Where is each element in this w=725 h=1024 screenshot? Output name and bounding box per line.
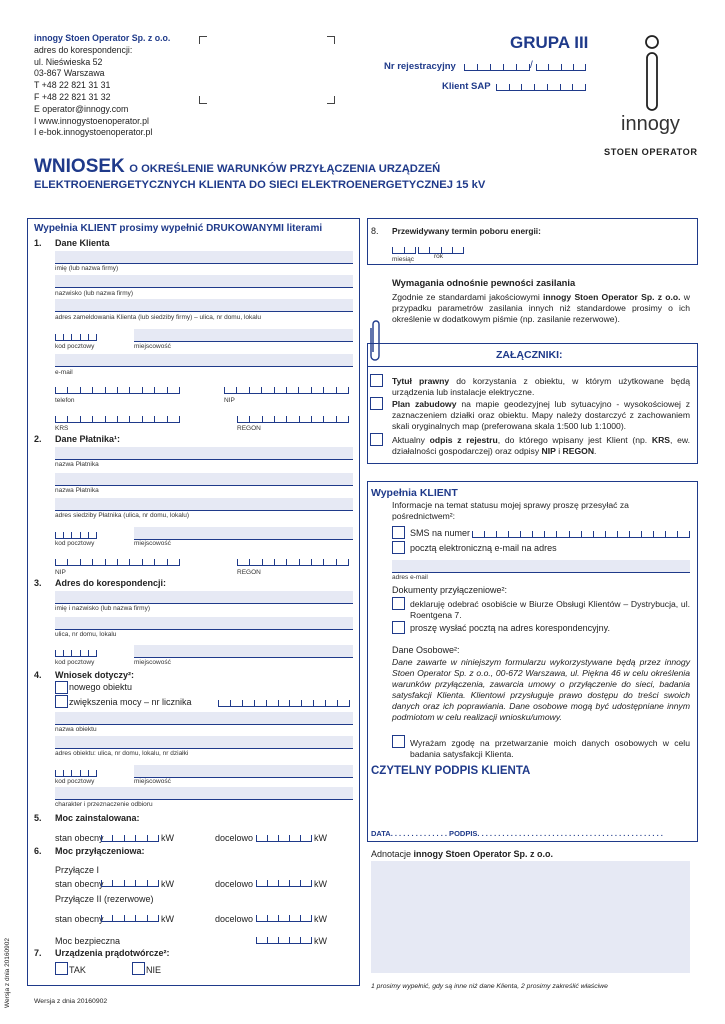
title-rest-1: O OKREŚLENIE WARUNKÓW PRZYŁĄCZENIA URZĄDZEŃ bbox=[129, 163, 441, 175]
hint: imię i nazwisko (lub nazwa firmy) bbox=[55, 605, 150, 612]
p2-label: Przyłącze II (rezerwowe) bbox=[55, 894, 154, 904]
s4-num: 4. bbox=[34, 670, 42, 680]
hint: nazwa Płatnika bbox=[55, 461, 99, 468]
s1-num: 1. bbox=[34, 238, 42, 248]
unit: kW bbox=[161, 833, 174, 843]
reliability-text-a: Zgodnie ze standardami jakościowymi bbox=[392, 292, 544, 302]
month-field[interactable] bbox=[392, 244, 416, 254]
a3-and: i bbox=[555, 446, 563, 456]
hint: e-mail bbox=[55, 369, 73, 376]
s6-current-label-2: stan obecny bbox=[55, 914, 104, 924]
date-signature-line: DATA. . . . . . . . . . . . . . PODPIS. . . . . . . . . . . . . . . . . . . . . . . . . . . . . . . . . . . . . . . . . . . . . bbox=[371, 829, 663, 838]
s6-current-label: stan obecny bbox=[55, 879, 104, 889]
logo-word: innogy bbox=[621, 113, 680, 135]
payer-regon-field[interactable] bbox=[237, 556, 349, 566]
hint: nazwa obiektu bbox=[55, 726, 97, 733]
innogy-logo-icon bbox=[640, 33, 664, 113]
a3-text: , do którego wpisany jest Klient (np. bbox=[497, 435, 652, 445]
s4-title: Wniosek dotyczy²: bbox=[55, 670, 135, 680]
operator-name: innogy Stoen Operator Sp. z o.o. bbox=[34, 33, 171, 43]
s5-target-label: docelowo bbox=[215, 833, 254, 843]
sms-number-field[interactable] bbox=[472, 528, 690, 538]
a3-post: , ew. działalności gospodarczej) oraz odpisy bbox=[392, 435, 690, 456]
divider bbox=[55, 629, 353, 630]
meter-number-field[interactable] bbox=[218, 697, 350, 707]
unit: kW bbox=[314, 936, 327, 946]
client-title: Wypełnia KLIENT bbox=[371, 487, 458, 499]
hint: adres siedziby Płatnika (ulica, nr domu, lokalu) bbox=[55, 512, 190, 519]
object-address-input[interactable] bbox=[55, 736, 353, 748]
s2-title: Dane Płatnika¹: bbox=[55, 434, 121, 444]
operator-line: 03-867 Warszawa bbox=[34, 68, 105, 79]
object-name-input[interactable] bbox=[55, 712, 353, 724]
divider bbox=[55, 799, 353, 800]
object-city-input[interactable] bbox=[134, 765, 353, 777]
nip-field[interactable] bbox=[224, 384, 349, 394]
payer-address-input[interactable] bbox=[55, 498, 353, 510]
divider bbox=[55, 724, 353, 725]
title-line-2: ELEKTROENERGETYCZNYCH KLIENTA DO SIECI ELEKTROENERGETYCZNEJ 15 kV bbox=[34, 179, 486, 191]
hint: nazwisko (lub nazwa firmy) bbox=[55, 290, 134, 297]
a3-pre: Aktualny bbox=[392, 435, 430, 445]
a3-nip: NIP bbox=[541, 446, 556, 456]
email-input[interactable] bbox=[55, 354, 353, 366]
operator-line: I www.innogystoenoperator.pl bbox=[34, 115, 149, 126]
s8-title: Przewidywany termin poboru energii: bbox=[392, 226, 541, 236]
consent-checkbox[interactable] bbox=[392, 735, 405, 748]
a1-bold: Tytuł prawny bbox=[392, 376, 450, 386]
docs-mail-checkbox[interactable] bbox=[392, 621, 405, 634]
consent-text: Wyrażam zgodę na przetwarzanie moich danych osobowych w celu badania satysfakcji Klienta. bbox=[410, 738, 690, 759]
operator-line: adres do korespondencji: bbox=[34, 44, 133, 55]
reg-number-field[interactable] bbox=[464, 61, 530, 71]
unit: kW bbox=[314, 879, 327, 889]
divider bbox=[55, 485, 353, 486]
title-line-1 bbox=[34, 156, 440, 178]
hint: charakter i przeznaczenie odbioru bbox=[55, 801, 153, 808]
operator-line: F +48 22 821 31 32 bbox=[34, 91, 111, 102]
s7-title: Urządzenia prądotwórcze²: bbox=[55, 948, 170, 958]
notify-email-input[interactable] bbox=[392, 560, 690, 572]
corr-name-input[interactable] bbox=[55, 591, 353, 603]
payer-postal-field[interactable] bbox=[55, 529, 97, 539]
annotations-area[interactable] bbox=[371, 861, 690, 973]
payer-name-input-2[interactable] bbox=[55, 473, 353, 485]
hint: miejscowość bbox=[134, 540, 171, 547]
s2-num: 2. bbox=[34, 434, 42, 444]
personal-title: Dane Osobowe²: bbox=[392, 645, 460, 655]
footnote: 1 prosimy wypełnić, gdy są inne niż dane Klienta, 2 prosimy zakreślić właściwe bbox=[371, 983, 608, 990]
attachment-2-checkbox[interactable] bbox=[370, 397, 383, 410]
postal-code-field[interactable] bbox=[55, 331, 97, 341]
divider bbox=[392, 572, 690, 573]
signature-title: CZYTELNY PODPIS KLIENTA bbox=[371, 765, 531, 777]
payer-name-input[interactable] bbox=[55, 447, 353, 459]
a2-bold: Plan zabudowy bbox=[392, 399, 457, 409]
attachment-3-text bbox=[392, 435, 690, 457]
purpose-input[interactable] bbox=[55, 787, 353, 799]
phone-field[interactable] bbox=[55, 384, 180, 394]
hint: telefon bbox=[55, 397, 75, 404]
docs-pickup-checkbox[interactable] bbox=[392, 597, 405, 610]
email-checkbox[interactable] bbox=[392, 541, 405, 554]
divider bbox=[55, 311, 353, 312]
operator-line: T +48 22 821 31 31 bbox=[34, 80, 111, 91]
docs-mail-text: proszę wysłać pocztą na adres korespondencyjny. bbox=[410, 623, 610, 633]
s1-title: Dane Klienta bbox=[55, 238, 110, 248]
hint: kod pocztowy bbox=[55, 540, 95, 547]
reliability-text bbox=[392, 292, 690, 325]
corr-street-input[interactable] bbox=[55, 617, 353, 629]
divider bbox=[55, 366, 353, 367]
generators-no-checkbox[interactable] bbox=[132, 962, 145, 975]
krs-field[interactable] bbox=[55, 413, 180, 423]
attachment-1-text bbox=[392, 376, 690, 398]
s5-target-field[interactable] bbox=[256, 832, 312, 842]
s6-target-label: docelowo bbox=[215, 879, 254, 889]
attachment-2-text bbox=[392, 399, 690, 432]
payer-city-input[interactable] bbox=[134, 527, 353, 539]
hint: miesiąc bbox=[392, 256, 415, 263]
hint: kod pocztowy bbox=[55, 659, 95, 666]
attachments-divider bbox=[367, 366, 698, 367]
yes-label: TAK bbox=[69, 965, 86, 975]
client-name-input[interactable] bbox=[55, 251, 353, 263]
p1-current-field[interactable] bbox=[101, 877, 159, 887]
divider bbox=[55, 263, 353, 264]
divider bbox=[134, 341, 353, 342]
p1-target-field[interactable] bbox=[256, 877, 312, 887]
reg-slash: / bbox=[530, 60, 533, 71]
annotations-company: innogy Stoen Operator Sp. z o.o. bbox=[413, 849, 554, 859]
s5-title: Moc zainstalowana: bbox=[55, 813, 140, 823]
s3-num: 3. bbox=[34, 578, 42, 588]
operator-block bbox=[34, 33, 170, 139]
hint: adres obiektu: ulica, nr domu, lokalu, nr działki bbox=[55, 750, 189, 757]
a1-text: do korzystania z obiektu, w którym użytkowane będą urządzenia lub instalacje elektryczne. bbox=[392, 376, 690, 397]
hint: kod pocztowy bbox=[55, 343, 95, 350]
s5-current-label: stan obecny bbox=[55, 833, 104, 843]
hint: kod pocztowy bbox=[55, 778, 95, 785]
city-input[interactable] bbox=[134, 329, 353, 341]
operator-line: I e-bok.innogystoenoperator.pl bbox=[34, 127, 153, 138]
power-increase-label: zwiększenia mocy – nr licznika bbox=[69, 697, 192, 707]
group-label: GRUPA III bbox=[510, 33, 589, 52]
attachments-title: ZAŁĄCZNIKI: bbox=[496, 349, 563, 361]
reg-label: Nr rejestracyjny bbox=[384, 61, 456, 72]
a3-bold: odpis z rejestru bbox=[429, 435, 498, 445]
divider bbox=[134, 657, 353, 658]
sap-label: Klient SAP bbox=[442, 81, 491, 92]
operator-line: ul. Nieświeska 52 bbox=[34, 56, 103, 67]
docs-label: Dokumenty przyłączeniowe²: bbox=[392, 585, 508, 595]
hint: rok bbox=[434, 253, 444, 260]
hint: miejscowość bbox=[134, 659, 171, 666]
window-corner bbox=[199, 36, 207, 44]
hint: NIP bbox=[55, 569, 66, 576]
client-info: Informacje na temat statusu mojej sprawy proszę przesyłać za pośrednictwem²: bbox=[392, 500, 629, 521]
new-object-label: nowego obiektu bbox=[69, 682, 133, 692]
unit: kW bbox=[161, 914, 174, 924]
unit: kW bbox=[314, 914, 327, 924]
hint: imię (lub nazwa firmy) bbox=[55, 265, 119, 272]
divider bbox=[55, 459, 353, 460]
new-object-checkbox[interactable] bbox=[55, 681, 68, 694]
divider bbox=[55, 748, 353, 749]
hint: adres zameldowania Klienta (lub siedziby firmy) – ulica, nr domu, lokalu bbox=[55, 314, 261, 321]
no-label: NIE bbox=[146, 965, 162, 975]
email-label: pocztą elektroniczną e-mail na adres bbox=[410, 543, 557, 553]
sms-label: SMS na numer bbox=[410, 528, 471, 538]
hint: adres e-mail bbox=[392, 574, 428, 581]
p2-target-field[interactable] bbox=[256, 912, 312, 922]
attachment-3-checkbox[interactable] bbox=[370, 433, 383, 446]
s6-num: 6. bbox=[34, 846, 42, 856]
s5-num: 5. bbox=[34, 813, 42, 823]
unit: kW bbox=[161, 879, 174, 889]
client-surname-input[interactable] bbox=[55, 275, 353, 287]
sap-field[interactable] bbox=[496, 81, 586, 91]
divider bbox=[55, 603, 353, 604]
left-heading: Wypełnia KLIENT prosimy wypełnić DRUKOWANYMI literami bbox=[34, 223, 323, 234]
hint: NIP bbox=[224, 397, 235, 404]
divider bbox=[55, 287, 353, 288]
hint: miejscowość bbox=[134, 343, 171, 350]
operator-line: E operator@innogy.com bbox=[34, 103, 129, 114]
version-footer: Wersja z dnia 20160902 bbox=[34, 998, 108, 1005]
hint: REGON bbox=[237, 569, 261, 576]
window-corner bbox=[327, 36, 335, 44]
s6-target-label-2: docelowo bbox=[215, 914, 254, 924]
object-postal-field[interactable] bbox=[55, 767, 97, 777]
p2-current-field[interactable] bbox=[101, 912, 159, 922]
payer-nip-field[interactable] bbox=[55, 556, 180, 566]
s8-num: 8. bbox=[371, 226, 379, 236]
hint: ulica, nr domu, lokalu bbox=[55, 631, 117, 638]
docs-pickup-text: deklaruję odebrać osobiście w Biurze Obsługi Klientów – Dystrybucja, ul. Roentgena 7. bbox=[410, 599, 690, 620]
hint: REGON bbox=[237, 425, 261, 432]
p1-label: Przyłącze I bbox=[55, 865, 100, 875]
window-corner bbox=[199, 96, 207, 104]
a3-regon: REGON bbox=[562, 446, 595, 456]
corr-city-input[interactable] bbox=[134, 645, 353, 657]
logo-sub: STOEN OPERATOR bbox=[604, 147, 698, 157]
unit: kW bbox=[314, 833, 327, 843]
sms-checkbox[interactable] bbox=[392, 526, 405, 539]
reliability-text-b: w przypadku parametrów zasilania innych niż standardowe prosimy o ich określenie w dodatkowym piśmie (np. zasilanie rezerwowe). bbox=[392, 292, 690, 324]
a3-end: . bbox=[594, 446, 597, 456]
generators-yes-checkbox[interactable] bbox=[55, 962, 68, 975]
safe-power-label: Moc bezpieczna bbox=[55, 936, 121, 946]
version-vertical: Wersja z dnia 20160902 bbox=[4, 938, 11, 1008]
safe-power-field[interactable] bbox=[256, 934, 312, 944]
reg-number-field-2[interactable] bbox=[536, 61, 586, 71]
s5-current-field[interactable] bbox=[101, 832, 159, 842]
annotations-label bbox=[371, 849, 553, 859]
attachment-1-checkbox[interactable] bbox=[370, 374, 383, 387]
hint: miejscowość bbox=[134, 778, 171, 785]
window-corner bbox=[327, 96, 335, 104]
a3-krs: KRS bbox=[651, 435, 671, 445]
annotations-pre: Adnotacje bbox=[371, 849, 414, 859]
a2-text: na mapie geodezyjnej lub sytuacyjno - wysokościowej z zaznaczeniem działki oraz obiektu. Mapy należy dostarczyć z zachowaniem skali oryginalnych map (preferowana skala 1:500 lub 1:1000). bbox=[392, 399, 690, 431]
power-increase-checkbox[interactable] bbox=[55, 695, 68, 708]
hint: nazwa Płatnika bbox=[55, 487, 99, 494]
reliability-title: Wymagania odnośnie pewności zasilania bbox=[392, 277, 576, 288]
reliability-company: innogy Stoen Operator Sp. z o.o. bbox=[543, 292, 681, 302]
s6-title: Moc przyłączeniowa: bbox=[55, 846, 145, 856]
s3-title: Adres do korespondencji: bbox=[55, 578, 167, 588]
corr-postal-field[interactable] bbox=[55, 647, 97, 657]
title-big: WNIOSEK bbox=[34, 156, 125, 177]
hint: KRS bbox=[55, 425, 69, 432]
divider bbox=[55, 510, 353, 511]
client-address-input[interactable] bbox=[55, 299, 353, 311]
personal-text: Dane zawarte w niniejszym formularzu wykorzystywane będą przez innogy Stoen Operator Sp. z o.o., 00-672 Warszawa, ul. Piękna 46 w celu określenia warunków przyłączenia, zawarcia umowy o przyłączenie do sieci, badania satysfakcji Klienta. Klientowi przysługuje prawo dostępu do treści swoich danych oraz ich poprawiania. Dane osobowe mogą być udostępniane innym podmiotom w celu realizacji wniosku/umowy. bbox=[392, 657, 690, 722]
s7-num: 7. bbox=[34, 948, 42, 958]
regon-field[interactable] bbox=[237, 413, 349, 423]
